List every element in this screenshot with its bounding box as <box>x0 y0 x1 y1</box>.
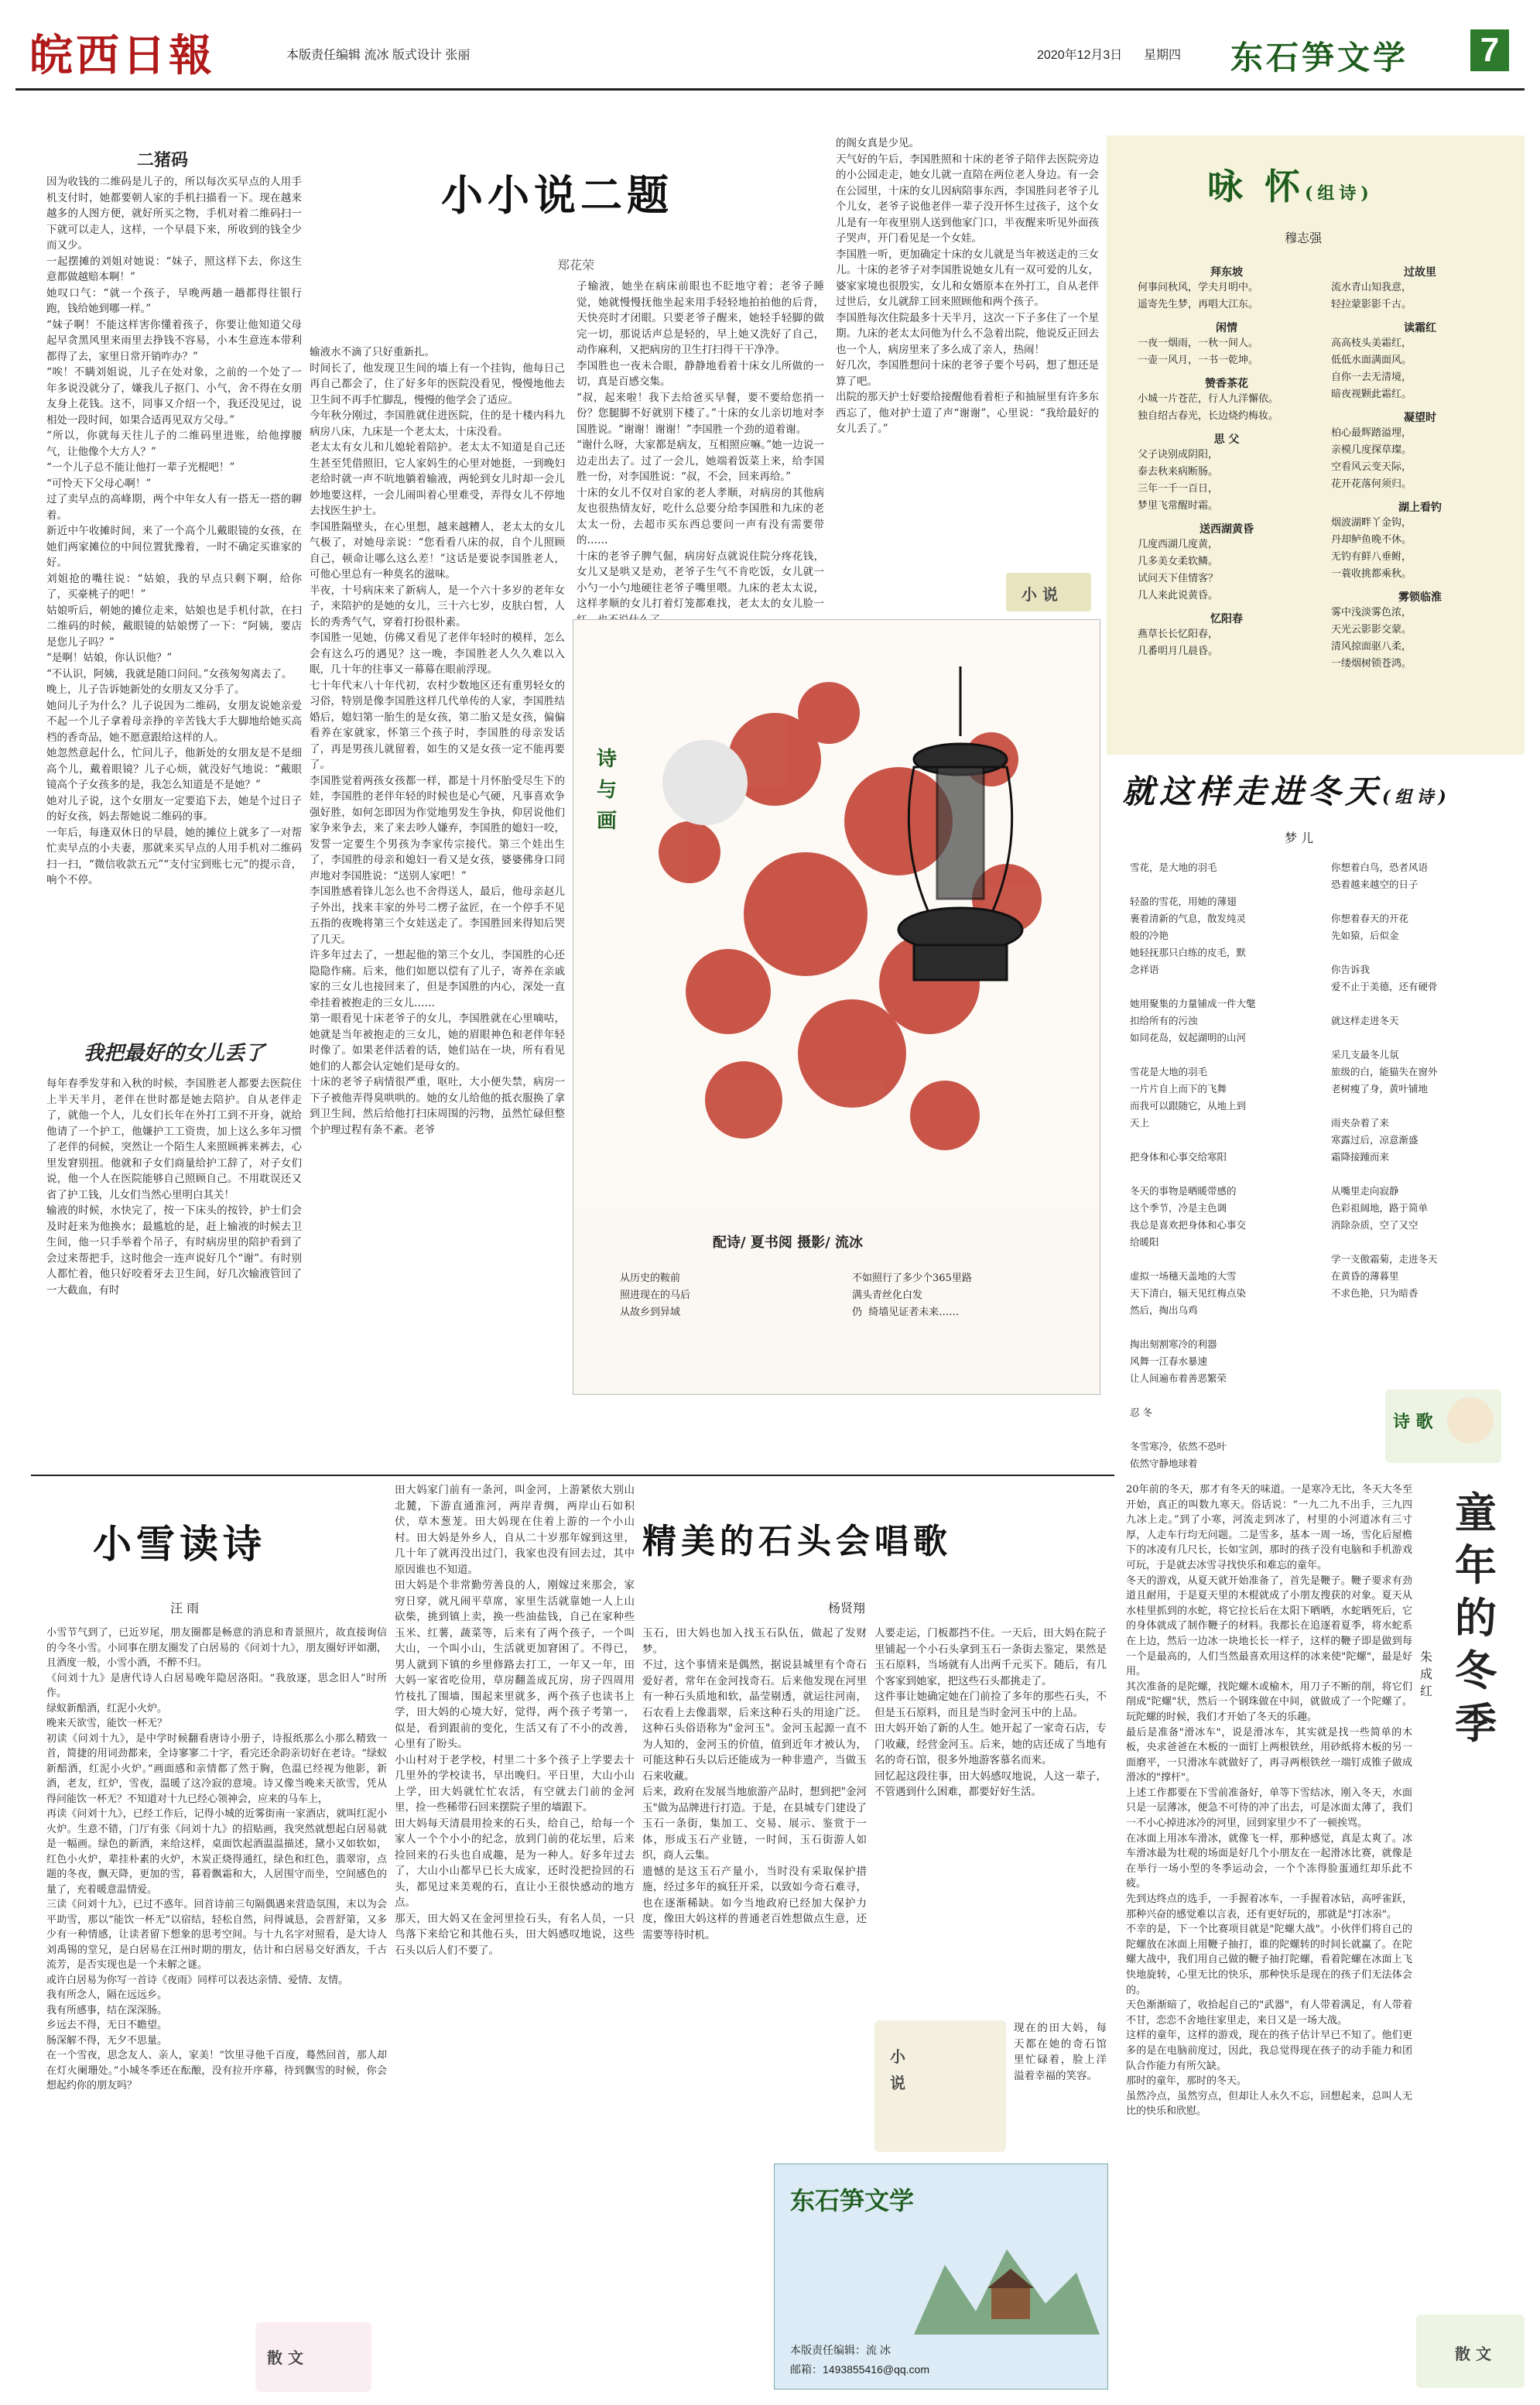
poem-title: 拜东坡 <box>1210 266 1243 279</box>
winter-right: 你想着白鸟，恐者风语 恐着越来越空的日子 你想着春天的开花 先如猿，后似金 你告诉我 爱不止于美德，还有硬骨 就这样走进冬天 采几支最冬儿氛 旅级的白，能猫失在窗外 老树瘦了身，黄叶铺地 雨夹杂着了来 寒露过后，凉意渐盛 霜降接踵而来 从嘴里走向寂静 色彩祖阔地，路于简单 消除杂质，空了又空 学一支傲霜菊，走进冬天 在黄昏的薄暮里 不求色艳，只为暗香 <box>1331 862 1438 1299</box>
xiaoxue-author: 汪 雨 <box>170 1601 200 1615</box>
lantern-illustration <box>573 620 1100 1208</box>
poem-image-frame <box>573 619 1100 1395</box>
sanwen-label-1: 散 文 <box>267 2348 303 2367</box>
poem-body: 烟波湖畔丫金钩， 丹却鲈鱼晚不休。 无钓有鲜八垂鲋， 一蓑收挑都乘秋。 <box>1331 517 1412 580</box>
story2-continuation-2: 子输液，她坐在病床前眼也不眨地守着；老爷子睡觉，她就慢慢抚他坐起来用手轻轻地拍拍他的后背，天快亮时才闭眼。只要老爷子醒来，她轻手轻脚的做完一切，那说话声总是轻的，早上她又洗好了自己，动作麻利，又把病房的卫生打扫得干干净净。 李国胜也一夜未合眼，静静地看着十床女儿所做的一切，真是百感交集。 “叔，起来啦！我下去给爸买早餐，要不要给您捎一份？您腿脚不好就别下楼了。”十床的女儿亲切地对李国胜说。“谢谢！谢谢！”李国胜一个劲的道着谢。 “谢什么呀，大家都是病友，互相照应嘛。”她一边说一边走出去了。过了一会儿，她端着饭菜上来，给李国胜一份，对李国胜说：“叔，不会，回来再给。” 十床的女儿不仅对自家的老人孝顺，对病房的其他病友也很热情友好，吃什么总要分给李国胜和九床的老太太一份，去超市买东西总要问一声有没有需要带的…… 十床的老爷子脾气倔，病房好点就说住院分疼花钱，女儿又是哄又是劝，老爷子生气不肯吃饭，女儿就一小勺一小勺地硬往老爷子嘴里喂。九床的老太太说，这样孝顺的女儿打着灯笼都难找，老太太的女儿脸一 <box>577 280 824 610</box>
story1-title: 二猪码 <box>136 150 188 170</box>
poem-title: 送西湖黄昏 <box>1199 523 1254 536</box>
poem-title: 过故里 <box>1404 266 1436 279</box>
yonghuai-col-right <box>1331 259 1509 673</box>
story1-body: 因为收钱的二维码是儿子的，所以每次买早点的人用手机支付时，她都要朝人家的手机扫描看一下。现在越来越多的人图方便，就好所买之物，手机对着二维码扫一下就可以走人，这样，一个早晨下来，所收到的钱全少而又少。 一起摆摊的刘姐对她说：“妹子，照这样下去，你这生意都做越赔本啊！” 她叹口气：“就一个孩子，早晚两趟一趟都得往银行跑，钱给她到哪一样。” “妹子啊！不能这样害你懂着孩子，你要让他知道父母起早贪黑风里来雨里去挣钱不容易，小本生意连本带利都得了去，家里日常开销咋办？” “唉！不瞒刘姐说，儿子在处对象，之前的一个处了一年多说没就分了，嫌我儿子抠门、小气，舍不得在女朋友身上花钱。这不，同事又介绍一个，我还没见过，说相处一段时间，如果合适再见双方父母。” “所以，你就每天往儿子的二维码里进账，给他撑腰气，让他像个大方人？” “一个儿子总不能让他打一辈子光棍吧！” “可怜天下父母心啊！” 过了卖早点的高峰期，两个中年女人有一搭无一搭的聊着。 新近中午收摊时间，来了一个高个儿戴眼镜的女孩，在她们两家摊位的中间位置犹豫着，一时不确定买谁家的好。 刘姐抢的嘴往说：“姑娘，我的早点只剩下啊，给你了，买豪桃子的吧！” 姑娘听后，朝她的摊位走来，姑娘也是手机付款，在扫二维码的时候，戴眼镜的姑娘愣了一下：“阿姨，要店是您儿子吗？” “是啊！姑娘，你认识他？” “不认识，阿姨，我就是随口问问。”女孩匆匆离去了。 晚上，儿子告诉她新处的女朋友又分手了。 她问儿子为什么？儿子说因为二维码，女朋友说她亲爱不起一个儿子拿着母亲挣的辛苦钱大手大脚地给她买高档的香奇品，她不愿意跟给这样的人。 她忽然意起什么，忙问儿子，他新处的女朋友是不是细高个儿，戴着眼镜？儿子心烦，就没好气地说：“戴眼镜高个子女孩多的是，我怎么知道是不是她？” 她对儿子说，这个女朋友一定要追下去，她是个过日子的好女孩，妈去帮她说二维码的事。 一年后，每逢双休日的早晨，她的摊位上就多了一对帮忙卖早点的小夫妻，那就来买早点的人用手机对二维码扫一扫，“微信收款五元”“支付宝到账七元”的提示音，响个不停。 <box>46 176 302 886</box>
poem-body: 燕草长长忆阳春， 几番明月几晨昏。 <box>1138 629 1219 657</box>
jingmei-body-2: 人要走运，门板都挡不住。一天后，田大妈在院子里铺起一个小石头拿到玉石一条街去鉴定，果然是玉石原料，当场就有人出两千元买下。随后，有几个客家到她家，把这些石头都挑走了。 这件事让她确定她在门前捡了多年的那些石头，不但是玉石原料，而且是当时金河玉中的上品。 田大妈开始了新的人生。她开起了一家奇石店，专门收藏，经营金河玉。后来，她的店还成了当地有名的奇石馆，很多外地游客慕名而来。 回忆起这段往事，田大妈感叹地说，人这一辈子，不管遇到什么困难，都要好好生活。 <box>874 1627 1107 1798</box>
page-number: 7 <box>1470 29 1509 71</box>
footer-box <box>774 2163 1108 2390</box>
story2-title: 我把最好的女儿丢了 <box>83 1042 265 1065</box>
poem-body: 流水青山知我意， 轻拉蒙影影千古。 <box>1331 282 1412 310</box>
sanwen-label-2: 散 文 <box>1455 2345 1491 2363</box>
xiaoxue-title: 小雪读诗 <box>93 1521 266 1567</box>
xiaoxue-body: 小雪节气到了，已近岁尾，朋友圈都是畅意的消息和青景照片，故直接询信的今冬小雪。小同事在朋友圈发了白居易的《问刘十九》，朋友圈好评如潮，且酒度一般，小雪小酒，不醉不归。 《问刘十九》是唐代诗人白居易晚年隐居洛阳。“我放逐，思念旧人”时所作。 绿蚁新醅酒，红泥小火炉。 晚来天欲雪，能饮一杯无？ 初读《问刘十九》，是中学时候翻看唐诗小册子，诗报纸那么小那么精致一首，简捷的用词劲都来，全诗寥寥二十字，看完还余韵亲切好在老诗。“绿蚁新醅酒，红泥小火炉。”画面感和亲情都了然于胸，色温已经视为他影，新酒，老友，红炉，雪夜，温暖了这冷寂的意境。诗又像当晚来天欲雪，凭从得问能饮一杯无？不知道对十九已经心领神会，应来的马车上， 再读《问刘十九》，已经工作后，记得小城的近雾街南一家酒店，就叫红泥小火炉。生意不错，门厅有张《问刘十九》的招贴画，我突然就想起白居易就是一幅画。绿色的新酒，来给这样，桌面饮起酒温温描述，黛小又如软如，红色小火炉，辈挂朴素的火炉，木炭正烧得通红，绿色和红色，翡翠帘，点题的冬夜，飘天降，更加的雪，暮着飘霜和大，人居围守而坐，空间感色的量了，充着暖意温情爱。 三读《问刘十九》，已过不惑年。回首诗前三句隔偶遇来营造氛围，末以为会平助雪，那以“能饮一杯无”以宿结，轻松自然，问得诚恳，会晋舒第，又多少有一种情感，让读者留下想象的思考空间。与十九名字对照看，是大诗人刘禹锡的堂兄，是白居易在江州时期的朋友，估计和白居易交好酒友，千古流芳，是否实现也是一个未解之谜。 或许白居易为你写一首诗《夜雨》同样可以表达亲情、爱情、友情。 我有所念人，隔在远远乡。 我有所感事，结在深深肠。 乡远去不得，无日不瞻望。 肠深解不得，无夕不思量。 在一个雪夜，思念友人、亲人，家美！“饮里寻他千百度，蓦然回首，那人却在灯火阑珊处。”小城冬季还在酝酿，没有拉开序幕，待到飘雪的时候，你会想起约你的朋友吗？ <box>46 1627 387 2092</box>
xiaoshuo-label-2: 小 说 <box>890 2047 905 2092</box>
yonghuai-title <box>1207 159 1439 210</box>
yonghuai-title-sub: (组诗) <box>1305 183 1374 204</box>
poem-title: 忆阳春 <box>1210 613 1243 625</box>
yonghuai-box <box>1107 135 1525 755</box>
childhood-title: 童年的冬季 <box>1455 1488 1497 1748</box>
jingmei-body-3: 现在的田大妈，每天都在她的奇石馆里忙碌着，脸上洋溢着幸福的笑容。 <box>1014 2022 1107 2082</box>
issue-weekday: 星期四 <box>1144 49 1182 62</box>
xiaoxiao-title: 小小说二题 <box>441 170 673 220</box>
yonghuai-title-text: 咏 怀 <box>1207 166 1306 207</box>
poem-body: 何事问秋风，学夫月明中。 遥寄先生梦，再唱大江东。 <box>1138 282 1259 310</box>
yonghuai-author: 穆志强 <box>1285 231 1323 245</box>
jingmei-body: 玉石，田大妈也加入找玉石队伍，做起了发财梦。 不过，这个事情来是偶然，据说县城里有个奇石爱好者，常年在金河找奇石。后来他发现在河里有一种石头质地和软，晶莹剔透，就运往河南，石农看上去像翡翠，后来这种石头的用途广泛。这种石头俗语称为"金河玉"。金河玉起源一直不为人知的，金河玉的价值，值到近年才被认为，可能这种石头以后还能成为一种非遗产，当做玉石来收藏。 后来，政府在发展当地旅游产品时，想到把"金河玉"做为品牌进行打造。于是，在县城专门建设了玉石一条街，集加工、交易、展示、鉴赏于一体，形成玉石产业链，一时间，玉石街游人如织，商人云集。 遗憾的是这玉石产量小，当时没有采取保护措施，经过多年的疯狂开采，以致如今奇石难寻，也在逐渐稀缺。如今当地政府已经加大保护力度，像田大妈这样的普通老百姓想做点生意，还需要等待时机。 <box>642 1627 867 1941</box>
editors-line: 本版责任编辑 流冰 版式设计 张丽 <box>286 49 471 62</box>
poem-title: 凝望时 <box>1404 412 1436 424</box>
poetry-verse-left: 从历史的鞍前 照进现在的马后 从故乡到异域 <box>620 1273 691 1318</box>
shige-label: 诗 歌 <box>1393 1412 1433 1432</box>
poetry-label: 诗与画 <box>597 748 618 833</box>
story2-body: 每年春季发芽和入秋的时候，李国胜老人都要去医院住上半天半月，老伴在世时都是她去陪护。自从老伴走了，就他一个人，儿女们长年在外打工到不开身，就给他请了一个护工，他嫌护工工资贵，加上这么多年习惯了老伴的伺候，突然让一个陌生人来照顾裤来裤去，心里发窘别扭。他就和子女们商量给护工辞了，对子女们说，他一个人在医院能够自己照顾自己。不用耽误还又省了护工钱，儿女们当然心里明白其关！ 输液的时候，水快完了，按一下床头的按铃，护士们会及时赶来为他换水；最尴尬的是，赶上输液的时候去卫生间，他一只手举着个吊子，有时病房里的陪护看到了会过来帮把手，这时他会一连声说好几个“谢”。有时别人都忙着，他只好咬着牙去卫生间，好几次输液管回了一大截血，有时 <box>46 1077 302 1297</box>
poem-title: 读霜红 <box>1404 322 1436 334</box>
childhood-author: 朱 成 红 <box>1420 1650 1433 1698</box>
stone-story-left: 田大妈家门前有一条河，叫金河，上游紧依大别山北麓，下游直通淮河，两岸青绸，两岸山石如积伏，草木葱茏。田大妈现在住着上游的一个小山村。田大妈是外乡人，自从二十岁那年嫁到这里，几十年了就再没出过门，我家也没有回去过，其中原因谁也不知道。 田大妈是个非常勤劳善良的人，刚嫁过来那会，家穷日穿，就凡闹平草席，家里生活就靠她一人上山砍柴，挑到镇上卖，换一些油盐钱，自己在家种些玉米、红薯，蔬菜等，后来有了两个孩子，一个叫大山，一个叫小山，生活就更加窘困了。不得已，男人就到下镇的乡里修路去打工，一年又一年，田大妈一家省吃俭用，草房翻盖成瓦房，房子四周用竹枝扎了围墙，围起来里就多，两个孩子也读书上学，田大妈的心境大好，觉得，两个孩子考第一，似是，看到跟前的变化，生活又有了不小的改善，心里有了盼头。 小山村对于老学校，村里二十多个孩子上学要去十几里外的学校读书，早出晚归。平日里，大山小山上学，田大妈就忙忙农活，有空就去门前的金河里，捡一些稀带石回来摆院子里的墙跟下。 田大妈每天清晨用捡来的石头，给自己，给每一个家人一个个小小的纪念，放到门前的花坛里，后来捡回来的石头也自成趣，是为一种人。好多年过去了，大山小山都早已长大成家，还时没把捡回的石头，都见过来美观的石，直让小王很快感动的地方点。 那天，田大妈又在金河里捡石头，有名人员，一只鸟落下来给它和其他石头，田大妈感叹地说，这些石头以后人们不要了。 <box>395 1484 635 1957</box>
jingmei-title: 精美的石头会唱歌 <box>642 1522 952 1561</box>
xiaoshuo-label: 小 说 <box>1022 585 1058 604</box>
flower-icon <box>1447 1397 1494 1444</box>
poetry-credits: 配诗/ 夏书阅 摄影/ 流冰 <box>713 1235 863 1251</box>
masthead <box>15 11 1525 104</box>
poem-body: 小城一片苍茫，行人九洋懈依。 独自绍古春光，长边烧约梅妆。 <box>1138 393 1279 422</box>
story2-ending: 的阁女真是少见。 天气好的午后，李国胜照和十床的老爷子陪伴去医院旁边的小公园走走，她女儿就一直陪在两位老人身边。有一会在公园里，十床的女儿因病陪事东西，李国胜问老爷子儿个儿女，老爷子说他老伴一辈子没开怀生过孩子，这个女儿是有一年夜里别人送到他家门口，半夜醒来听见外面孩子哭声，开门看见是一个女娃。 李国胜一听，更加确定十床的女儿就是当年被送走的三女儿。十床的老爷子对李国胜说她女儿有一双可爱的儿女，婆家家境也很殷实，女儿和女婿原本在外打工，自从老伴过世后，女儿就辞工回来照顾他和两个孩子。 李国胜每次住院最多十天半月，这次一下子多住了一个星期。九床的老太太问他为什么不急着出院，他说反正回去也一个人，病房里来了多么成了亲人，热闹！ 好几次，李国胜想问十床的老爷子要个号码，想了想还是算了吧。 出院的那天护士好要给接醒他看着柜子和抽屉里有许多东西忘了，他对护士道了声“谢谢”，心里说：“我给最好的女儿丢了。” <box>836 137 1099 435</box>
poetry-verse-right: 不如照行了多少个365里路 满头青丝化白发 仍 绮墙见证者未来…… <box>852 1273 972 1318</box>
poem-body: 父子诀别成阴阳， 泰去秋来病断肠。 三年一千一百日， 梦里飞常醒时霜。 <box>1138 449 1219 512</box>
winter-left: 雪花，是大地的羽毛 轻盈的雪花，用她的薄翅 裹着清新的气息，散发纯灵 般的冷艳 她轻抚那只白练的皮毛，默 念祥语 她用聚集的力量铺成一件大氅 扣给所有的污浊 如同花岛，奴起湖明的山河 雪花是大地的羽毛 一片片自上而下的飞舞 而我可以跟随它，从地上到 天上 把身体和心事交给寒阳 冬天的事物是晒暖带感的 这个季节，冷是主色调 我总是喜欢把身体和心事交 给暖阳 虚拟一场穗天盖地的大雪 天下清白，辐天见红梅点染 然后，掏出乌鸡 掏出刻割寒冷的利器 风舞一江春水暴速 让人间遍布着善恶繁荣 忍 冬 冬雪寒冷，依然不恐叶 依然守静地球着 <box>1130 862 1256 1469</box>
footer-email: 邮箱：1493855416@qq.com <box>790 2363 929 2376</box>
winter-title-sub: (组诗) <box>1382 787 1451 807</box>
section-rule <box>31 1475 1114 1476</box>
xiaoxiao-author: 郑花荣 <box>557 258 595 272</box>
newspaper-logo: 皖西日報 <box>29 30 215 81</box>
footer-title: 东石笋文学 <box>790 2186 915 2215</box>
childhood-body: 20年前的冬天，那才有冬天的味道。一是寒冷无比，冬天大冬至开始，真正的叫数九寒天。俗话说：“一九二九不出手，三九四九冰上走。”到了小寒，河流走到冰了，村里的小河道冰有三寸厚，人走车行均无问题。二是雪多，基本一周一场，雪化后屋檐下的冰凌有几尺长，长如宝剑，那时的孩子没有电脑和手机游戏可玩，于是就去冰雪寻找快乐和难忘的童年。 冬天的游戏，从夏天就开始准备了，首先是鞭子。鞭子要求有劲道且耐用，于是夏天里的木棍就成了小朋友搜获的对象。夏天从水桂里抓到的水蛇，将它拉长后在太阳下晒晒，水蛇晒死后，它的身体就成了制作鞭子的材料。我都长在追逐着夏季，将水蛇系在上边，然后一边冰一块地长长一样子，这样的鞭子即是做到每一个是最高的，人们当然最喜欢用这样的冰来使"陀螺"，最是好用。 其次准备的是陀螺，找陀螺木或榆木，用刀子不断的削，将它们削成"陀螺"状，然后一个钢珠做在中间，就做成了一个陀螺了。玩陀螺的时候，我们才开始了冬天的乐趣。 最后是准备"滑冰车"，说是滑冰车，其实就是找一些简单的木板，央求爸爸在木板的一面钉上两根铁丝，用砂纸将木板的另一面磨平，一只滑冰车就做好了，再寻两根铁丝一端钉成锥子做成滑冰的"撑杆"。 上述工作都要在下雪前准备好，单等下雪结冰，刚入冬天，水面只是一层薄冰，便急不可待的冲了出去，可是冰面太薄了，我们一不小心掉进冰冷的河里，回到家里少不了一顿挨骂。 在冰面上用冰车滑冰，就像飞一样，那种感觉，真是太爽了。冰车滑冰最为壮观的场面是好几个小朋友在一起滑冰比赛，就像是在举行一场小型的冬季运动会，一个个冻得脸蛋通红却乐此不疲。 先到达终点的选手，一手握着冰车，一手握着冰钻，高呼雀跃，那种兴奋的感觉难以言表，还有更好玩的，那就是"打冰尜"。 不幸的是，下一个比赛项目就是"陀螺大战"。小伙伴们将自己的陀螺放在冰面上用鞭子抽打，谁的陀螺转的时间长就赢了。在陀螺大战中，我们用自己做的鞭子抽打陀螺，看着陀螺在冰面上飞快地旋转，心里无比的快乐，那种快乐是现在的孩子们无法体会的。 天色渐渐暗了，收拾起自己的"武器"，有人带着满足，有人带着不甘，恋恋不舍地往家里走，来日又是一场大战。 这样的童年，这样的游戏，现在的孩子估计早已不知了。他们更多的是在电脑前度过，因此，我总觉得现在孩子的动手能力和团队合作能力有所欠缺。 那时的童年，那时的冬天。 虽然冷点，虽然穷点，但却让人永久不忘，回想起来，总叫人无比的快乐和欣慰。 <box>1126 1484 1412 2118</box>
poem-title: 思 父 <box>1213 433 1240 446</box>
poem-title: 闲情 <box>1216 322 1237 334</box>
section-title: 东石笋文学 <box>1230 39 1409 77</box>
poem-body: 雾中浅淡雾色浓， 天光云影影交蒙。 清风掠面驱八柔， 一缕烟树锁苍鸿。 <box>1331 607 1412 670</box>
poem-body: 几度西湖几度黄， 几多美女柔软鳞。 试问天下佳情客？ 几人来此说黄昏。 <box>1138 539 1219 601</box>
poem-body: 高高枝头美霜红， 低低水面满面风。 自你一去无清境， 暗夜视颗此霜红。 <box>1331 337 1412 400</box>
footer-editor: 本版责任编辑：流 冰 <box>790 2344 891 2356</box>
poem-body: 柏心最辉踏溢埋， 亲模几度探草璨。 空看风云变天际， 花开花落何须归。 <box>1331 427 1412 490</box>
yonghuai-col-left <box>1138 259 1316 660</box>
poem-title: 赞香茶花 <box>1205 378 1248 390</box>
jingmei-author: 杨贤翔 <box>828 1601 866 1615</box>
winter-title <box>1122 766 1525 813</box>
winter-title-text: 就这样走进冬天 <box>1122 773 1383 810</box>
poem-title: 湖上看钓 <box>1398 502 1442 514</box>
story2-continuation: 输液水不滴了只好重新扎。 时间长了，他发现卫生间的墙上有一个挂钩，他每日己再自己都会了，住了好多年的医院没看见，慢慢地他去卫生间不再手忙脚乱，慢慢的他学会了适应。 今年秋分刚过，李国胜就住进医院，住的是十楼内科九病房八床，九床是一个老太太，十床没看。 老太太有女儿和儿媳轮着陪护。老太太不知道是自己还生甚至凭借照旧，它人家妈生的心里对她挺，一到晚妇老给时就一声不吭地躺着输液，两轮到女儿时却一会儿妙地要这样，一会儿闹叫着心里难受，弄得女儿不停地去找医生护士。 李国胜隔壁头，在心里想，越来越糟人，老太太的女儿气极了，对她母亲说：“您看看八床的叔，自个儿照顾自己，顿命让哪么这么差！”这话是要说李国胜老人，可他心里总有一种莫名的滋味。 半夜，十号病床来了新病人，是一个六十多岁的老年女子，来陪护的是她的女儿，三十六七岁，皮肤白皙，人长的秀秀气气，穿着打扮很朴素。 李国胜一见她，仿佛又看见了老伴年轻时的模样，怎么会有这么巧的遇见？这一晚，李国胜老人久久难以入眠，几十年的往事又一幕幕在眼前浮现。 七十年代末八十年代初，农村少数地区还有重男轻女的习俗，特别是像李国胜这样几代单传的人家，李国胜结婚后，媳妇第一胎生的是女孩，第二胎又是女孩，偏偏看养在家就家，怀第三个孩子时，李国胜的母亲发话了，再是男孩儿就留着，如生的又是女孩一定不能再要了。 李国胜觉着两孩女孩都一样，都是十月怀胎受尽生下的娃，李国胜的老伴年轻的时候也是心气硬，凡事喜欢争强好胜，如何怎即因为作觉地男发生争执，仰居说他们家争来争去，来了来去吵人嫌弃，李国胜的媳妇一咬，发誓一定要生个男孩为李家传宗接代。第三个娃出生了，李国胜的母亲和媳妇一看又是女孩，婆婆佛身口同声地对李国胜说：“送别人家吧！” 李国胜感着锋儿怎么也不舍得送人，最后，他母亲赵儿子外出，找来丰家的外号二楞子盆匠，在一个停手不见五指的夜晚将第三个女娃送走了。李国胜回来得知后哭了几天。 许多年过去了，一想起他的第三个女儿，李国胜的心还隐隐作痛。后来，他们如愿以偿有了儿子，寄养在亲戚家的三女儿也接回来了，但是李国胜的内心，深处一直牵挂着被抱走的三女儿…… 第一眼看见十床老爷子的女儿，李国胜就在心里嘀咕，她就是当年被抱走的三女儿，她的眉眼神色和老伴年轻时像了。如果老伴活着的话，她们站在一块，所有看见她们的人都会认定她们是母女的。 十床的老爷子病情很严重，呕吐，大小便失禁，病房一下子被他弄得臭哄哄的。她的女儿给他的抵衣服换了拿到卫生间，然后给他打扫床周围的污物，虽然忙碌但整个护理过程有条不紊。老爷 <box>310 346 565 1136</box>
header-rule <box>15 88 1525 91</box>
winter-author: 梦 儿 <box>1285 831 1314 845</box>
issue-date: 2020年12月3日 <box>1037 49 1123 62</box>
poem-body: 一夜一烟雨，一秋一间人。 一壶一风月，一书一乾坤。 <box>1138 337 1259 366</box>
landscape-illustration <box>914 2218 1100 2335</box>
poem-title: 雾锁临淮 <box>1398 591 1442 604</box>
